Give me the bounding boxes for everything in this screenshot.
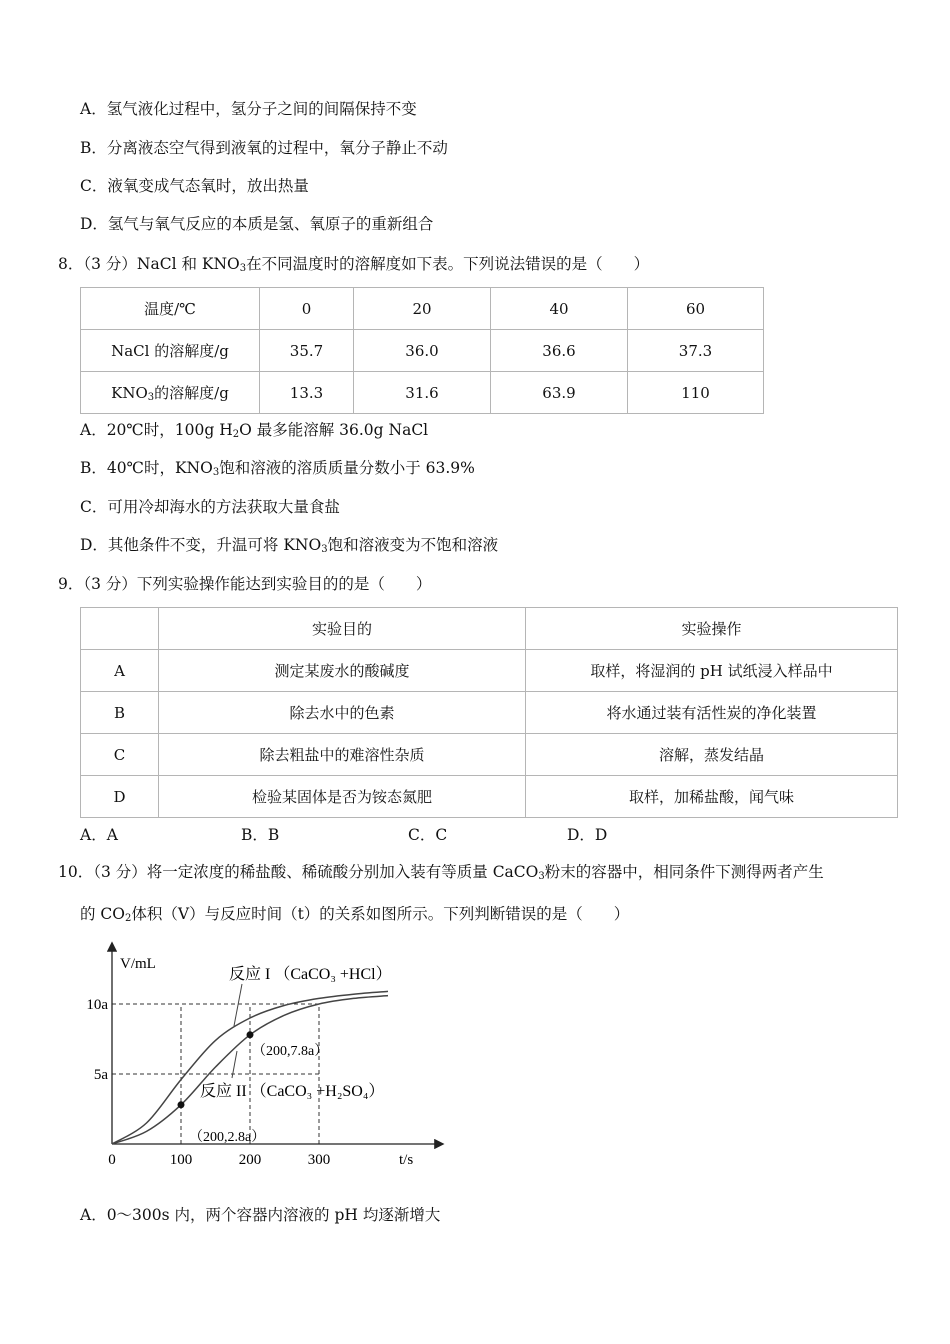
- table-header-cell: 实验操作: [526, 608, 898, 650]
- table-header-cell: 温度/℃: [81, 288, 260, 330]
- table-cell: 35.7: [260, 330, 354, 372]
- table-cell: NaCl 的溶解度/g: [81, 330, 260, 372]
- table-cell: 36.6: [491, 330, 628, 372]
- table-header-cell: 20: [354, 288, 491, 330]
- table-cell: 检验某固体是否为铵态氮肥: [159, 776, 526, 818]
- q7-option-d: D．氢气与氧气反应的本质是氢、氧原子的重新组合: [80, 215, 434, 233]
- table-cell: 溶解，蒸发结晶: [526, 734, 898, 776]
- series-label-1: 反应 I （CaCO₃ +HCl）: [229, 966, 392, 983]
- table-cell: 63.9: [491, 372, 628, 414]
- table-cell: 除去粗盐中的难溶性杂质: [159, 734, 526, 776]
- q8-stem: 8．（3 分）NaCl 和 $KNO_3$在不同温度时的溶解度如下表。下列说法错误的是（ ）: [58, 255, 650, 274]
- table-cell: 测定某废水的酸碱度: [159, 650, 526, 692]
- table-cell: C: [81, 734, 159, 776]
- q9-answer-c: C．C: [408, 826, 448, 844]
- q9-answer-d: D．D: [567, 826, 608, 844]
- q10-stem-line1: 10．（3 分）将一定浓度的稀盐酸、稀硫酸分别加入装有等质量 CaCO$_3$粉末的容器中，相同条件下测得两者产生: [58, 863, 824, 882]
- data-point-label: （200,7.8a）: [252, 1043, 329, 1059]
- table-header-cell: [81, 608, 159, 650]
- table-cell: 37.3: [628, 330, 764, 372]
- y-tick-label: 5a: [93, 1067, 108, 1083]
- q8-option-b: B．40℃时，$KNO_3$饱和溶液的溶质质量分数小于 63.9%: [80, 459, 475, 478]
- data-point-label: （200,2.8a）: [189, 1129, 266, 1145]
- x-tick-label: 200: [238, 1152, 262, 1168]
- table-header-cell: 40: [491, 288, 628, 330]
- table-cell: 取样，将湿润的 pH 试纸浸入样品中: [526, 650, 898, 692]
- q9-answer-b: B．B: [241, 826, 280, 844]
- table-cell: A: [81, 650, 159, 692]
- table-cell: B: [81, 692, 159, 734]
- q9-stem: 9．（3 分）下列实验操作能达到实验目的的是（ ）: [58, 575, 432, 593]
- table-cell: 13.3: [260, 372, 354, 414]
- q8-option-a: A．20℃时，100g $H_2O$ 最多能溶解 36.0g NaCl: [80, 421, 429, 440]
- q7-option-a: A．氢气液化过程中，氢分子之间的间隔保持不变: [80, 100, 417, 118]
- q9-answer-a: A．A: [80, 826, 118, 844]
- table-cell: 取样，加稀盐酸，闻气味: [526, 776, 898, 818]
- table-cell: 将水通过装有活性炭的净化装置: [526, 692, 898, 734]
- x-tick-label: 300: [307, 1152, 331, 1168]
- table-cell: $KNO_3$的溶解度/g: [81, 372, 260, 414]
- data-point: [178, 1101, 185, 1108]
- q7-option-c: C．液氧变成气态氧时，放出热量: [80, 177, 309, 195]
- q7-option-b: B．分离液态空气得到液氧的过程中，氧分子静止不动: [80, 139, 448, 157]
- y-tick-label: 10a: [86, 997, 108, 1013]
- co2-volume-chart: [72, 938, 452, 1170]
- y-axis-label: V/mL: [120, 956, 156, 972]
- table-header-cell: 60: [628, 288, 764, 330]
- q8-option-c: C．可用冷却海水的方法获取大量食盐: [80, 498, 340, 516]
- experiment-table: [80, 607, 898, 818]
- table-cell: 除去水中的色素: [159, 692, 526, 734]
- table-header-cell: 0: [260, 288, 354, 330]
- x-tick-label: 0: [108, 1152, 116, 1168]
- table-row: [81, 372, 764, 414]
- series-label-2: 反应 II （CaCO₃ +H₂SO₄）: [200, 1083, 385, 1100]
- solubility-table: [80, 287, 764, 414]
- table-cell: 36.0: [354, 330, 491, 372]
- table-header-cell: 实验目的: [159, 608, 526, 650]
- q10-stem-line2: 的 $CO_2$体积（V）与反应时间（t）的关系如图所示。下列判断错误的是（ ）: [80, 905, 630, 924]
- table-row: [81, 330, 764, 372]
- table-row: [81, 288, 764, 330]
- q10-option-a: A．0～300s 内，两个容器内溶液的 pH 均逐渐增大: [80, 1206, 441, 1224]
- table-row: [81, 776, 898, 818]
- table-row: [81, 608, 898, 650]
- table-row: [81, 734, 898, 776]
- x-tick-label: 100: [169, 1152, 193, 1168]
- q8-option-d: D．其他条件不变，升温可将 $KNO_3$饱和溶液变为不饱和溶液: [80, 536, 499, 555]
- data-point: [247, 1031, 254, 1038]
- table-cell: 110: [628, 372, 764, 414]
- table-row: [81, 692, 898, 734]
- x-axis-label: t/s: [399, 1152, 414, 1168]
- table-cell: D: [81, 776, 159, 818]
- series-label-1-leader: [234, 984, 242, 1026]
- table-cell: 31.6: [354, 372, 491, 414]
- table-row: [81, 650, 898, 692]
